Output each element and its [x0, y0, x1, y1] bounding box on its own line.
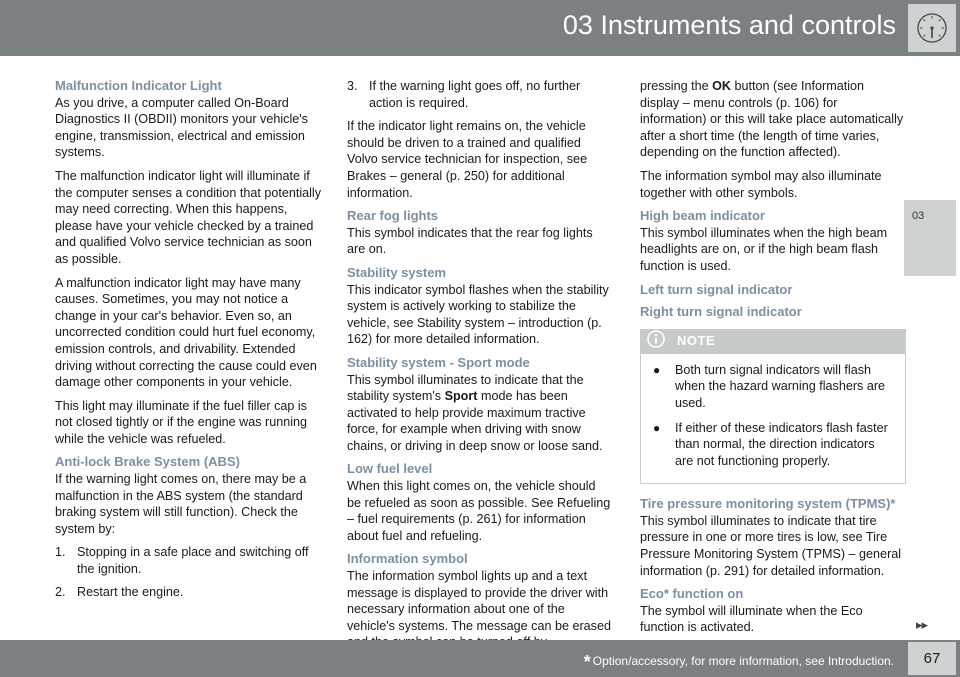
step-number: 1. [55, 545, 66, 560]
step-text: If the warning light goes off, no further action is required. [369, 79, 581, 110]
column-3 [640, 78, 906, 643]
keyword-ok: OK [712, 79, 731, 93]
paragraph: The malfunction indicator light will illuminate if the computer senses a condition that potentially may need correcting. When this happens, please have your vehicle checked by a trained and qualified Volvo service technician as soon as possible. [55, 168, 322, 266]
text: This symbol illuminates to indicate that the stability system's [347, 372, 584, 404]
list-item [55, 544, 323, 577]
heading-information-symbol: Information symbol [347, 551, 468, 567]
text: button (see Information display – menu controls (p. 106) for information) or this will take place automatically after a short time (the length of time varies, depending on the function affected). [640, 79, 904, 160]
paragraph [640, 78, 906, 161]
list-item [651, 420, 895, 470]
bullet-icon: ● [653, 362, 661, 377]
note-header [641, 330, 905, 354]
paragraph: This symbol illuminates when the high beam headlights are on, or if the high beam flash function is used. [640, 225, 888, 273]
gauge-icon [908, 4, 956, 52]
bullet-icon: ● [653, 420, 661, 435]
column-2 [347, 78, 612, 658]
note-text: Both turn signal indicators will flash when the hazard warning flashers are used. [675, 362, 886, 410]
heading-tpms: Tire pressure monitoring system (TPMS)* [640, 496, 896, 512]
paragraph: This indicator symbol flashes when the stability system is actively working to stabilize the vehicle, see Stability system – introduction (p. 162) for more detailed information. [347, 282, 609, 347]
info-circle-icon [647, 330, 665, 353]
heading-high-beam: High beam indicator [640, 208, 765, 224]
page-footer [0, 640, 960, 677]
chapter-tab-label: 03 [912, 210, 925, 222]
list-item [347, 78, 612, 111]
heading-rear-fog-lights: Rear fog lights [347, 208, 439, 224]
footnote [584, 652, 894, 673]
page-number: 67 [908, 642, 956, 675]
heading-sport-mode: Stability system - Sport mode [347, 354, 530, 370]
list-item [651, 362, 895, 412]
step-number: 2. [55, 584, 66, 599]
heading-eco-function: Eco* function on [640, 586, 744, 602]
page-header [0, 0, 960, 56]
heading-abs: Anti-lock Brake System (ABS) [55, 454, 240, 470]
note-text: If either of these indicators flash faster than normal, the direction indicators are not functioning properly. [675, 420, 888, 468]
note-box [640, 329, 906, 485]
keyword-sport: Sport [444, 389, 478, 404]
footnote-text: Option/accessory, for more information, see Introduction. [592, 654, 894, 668]
note-label: NOTE [677, 333, 716, 349]
abs-steps-continued [347, 78, 612, 111]
abs-steps [55, 544, 323, 600]
paragraph: As you drive, a computer called On-Board Diagnostics II (OBDII) monitors your vehicle's engine, transmission, electrical and emission systems. [55, 95, 308, 160]
chapter-tab [904, 200, 956, 276]
step-text: Restart the engine. [77, 584, 184, 599]
heading-low-fuel: Low fuel level [347, 461, 433, 477]
heading-malfunction-indicator: Malfunction Indicator Light [55, 78, 222, 93]
continue-arrows-icon: ▸▸ [916, 617, 928, 632]
step-text: Stopping in a safe place and switching off the ignition. [77, 545, 309, 577]
list-item [55, 584, 323, 601]
paragraph [347, 372, 612, 455]
note-list [641, 354, 905, 484]
chapter-title: 03 Instruments and controls [562, 10, 896, 40]
paragraph: A malfunction indicator light may have many causes. Sometimes, you may not notice a change in your car's behavior. Even so, an uncorrected condition could hurt fuel economy, emission controls, and drivability. Extended driving without correcting the cause could even damage other components in your vehicle. [55, 275, 317, 390]
heading-right-turn: Right turn signal indicator [640, 304, 802, 320]
heading-left-turn: Left turn signal indicator [640, 281, 793, 297]
paragraph: If the warning light comes on, there may be a malfunction in the ABS system (the standard braking system will still function). Check the system by: [55, 472, 307, 536]
paragraph: The symbol will illuminate when the Eco function is activated. [640, 603, 863, 635]
paragraph: If the indicator light remains on, the vehicle should be driven to a trained and qualified Volvo service technician for inspection, see Brakes – general (p. 250) for additional information. [347, 119, 588, 200]
step-number: 3. [347, 79, 358, 93]
column-1 [55, 78, 323, 607]
paragraph: This light may illuminate if the fuel filler cap is not closed tightly or if the engine was running while the vehicle was refueled. [55, 398, 308, 446]
heading-stability-system: Stability system [347, 264, 446, 280]
text: mode has been activated to help provide maximum tractive force, for example when driving with snow chains, or driving in deep snow or loose sand. [347, 389, 603, 453]
paragraph: When this light comes on, the vehicle should be refueled as soon as possible. See Refueling – fuel requirements (p. 261) for information about fuel and refueling. [347, 479, 611, 543]
paragraph: This symbol indicates that the rear fog lights are on. [347, 225, 593, 257]
paragraph: The information symbol may also illuminate together with other symbols. [640, 168, 882, 200]
text: pressing the [640, 79, 709, 93]
paragraph: This symbol illuminates to indicate that tire pressure in one or more tires is low, see Tire Pressure Monitoring System (TPMS) – general information (p. 291) for detailed information. [640, 513, 902, 578]
paragraph: The information symbol lights up and a text message is displayed to provide the driver with necessary information about one of the vehicle's systems. The message can be erased [347, 569, 611, 633]
asterisk: * [583, 652, 591, 672]
